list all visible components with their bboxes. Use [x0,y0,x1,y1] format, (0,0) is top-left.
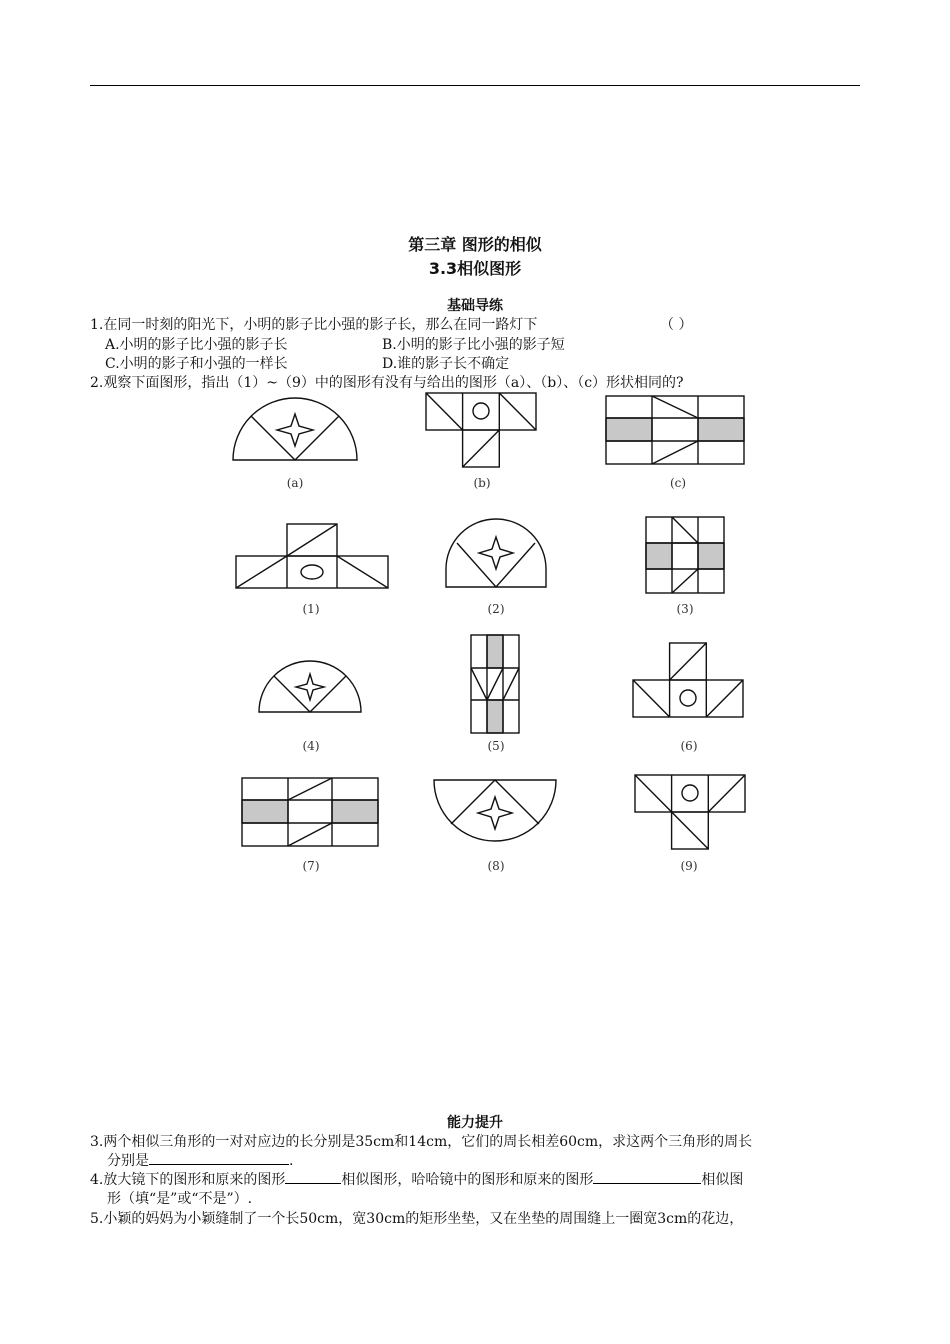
q4-blank-1[interactable] [285,1182,341,1184]
basic-heading: 基础导练 [447,298,503,314]
caption-2: (2) [487,602,505,616]
caption-6: (6) [680,739,698,753]
q3-prefix: 分别是 [107,1153,149,1169]
q4-blank-2[interactable] [593,1182,701,1184]
q5-line1: 5.小颖的妈妈为小颖缝制了一个长50cm，宽30cm的矩形坐垫，又在坐垫的周围缝上一圈宽3cm的花边， [90,1211,744,1227]
figure-a-semicircle [232,396,358,462]
caption-7: (7) [302,859,320,873]
q3-answer-blank[interactable] [149,1163,289,1165]
q4-part3: 相似图 [701,1172,744,1188]
figure-5 [470,634,520,734]
q4-line2: 形（填“是”或“不是”）. [107,1191,253,1207]
caption-a: (a) [286,476,304,490]
caption-b: (b) [473,476,491,490]
q1-option-a: A.小明的影子比小强的影子长 [105,337,288,353]
figure-3 [645,516,725,594]
figure-1 [235,523,389,589]
q4-line1 [90,1169,743,1189]
q1-stem: 1.在同一时刻的阳光下，小明的影子比小强的影子长，那么在同一路灯下 [90,317,538,333]
figure-7 [241,777,379,847]
caption-8: (8) [487,859,505,873]
section-title: 3.3相似图形 [428,259,522,278]
figure-c-grid [605,395,745,465]
header-rule [90,85,860,86]
chapter-title: 第三章 图形的相似 [408,235,542,254]
caption-c: (c) [669,476,687,490]
figure-6 [632,642,744,718]
figure-8 [433,779,557,843]
q2-stem: 2.观察下面图形，指出（1）~（9）中的图形有没有与给出的图形（a）、（b）、（c）形状相同的? [90,375,684,391]
caption-4: (4) [302,739,320,753]
q1-option-d: D.谁的影子长不确定 [382,356,510,372]
figure-9 [634,774,746,850]
figure-2 [445,517,547,589]
caption-1: (1) [302,602,320,616]
figure-4 [258,660,362,714]
q3-line1: 3.两个相似三角形的一对对应边的长分别是35cm和14cm，它们的周长相差60cm，求这两个三角形的周长 [90,1134,753,1150]
q1-option-c: C.小明的影子和小强的一样长 [105,356,288,372]
caption-5: (5) [487,739,505,753]
figure-b-cross [425,392,537,468]
q4-part1: 4.放大镜下的图形和原来的图形 [90,1172,286,1188]
q1-option-b: B.小明的影子比小强的影子短 [382,337,565,353]
q3-suffix: . [289,1153,294,1169]
q4-part2: 相似图形，哈哈镜中的图形和原来的图形 [341,1172,594,1188]
caption-3: (3) [676,602,694,616]
q3-line2 [107,1150,293,1170]
q1-bracket: （ ） [660,317,693,333]
caption-9: (9) [680,859,698,873]
advanced-heading: 能力提升 [447,1115,503,1131]
